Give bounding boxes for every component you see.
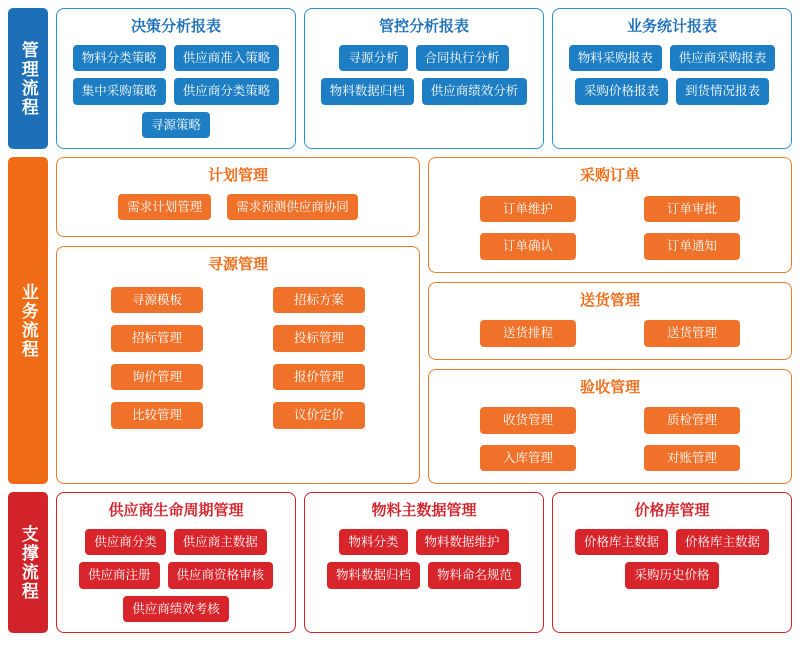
group-title-plan-management: 计划管理 [207, 167, 268, 184]
chip-item[interactable]: 入库管理 [480, 445, 576, 472]
chip-item[interactable]: 到货情况报表 [676, 78, 769, 105]
chip-item[interactable]: 供应商绩效分析 [422, 78, 528, 105]
chip-list-price-library [563, 529, 781, 589]
group-title-decision-analysis: 决策分析报表 [130, 18, 221, 35]
chip-item[interactable]: 供应商主数据 [174, 529, 267, 556]
group-wrap-price-library [552, 492, 792, 633]
group-material-master-data [304, 492, 544, 633]
chip-item[interactable]: 订单维护 [480, 196, 576, 223]
chip-list-supplier-lifecycle [67, 529, 285, 623]
chip-item[interactable]: 对账管理 [644, 445, 740, 472]
band-management [8, 8, 792, 149]
group-title-purchase-order: 采购订单 [579, 167, 640, 184]
chip-item[interactable]: 物料数据维护 [416, 529, 509, 556]
group-wrap-business-statistics [552, 8, 792, 149]
chip-item[interactable]: 招标方案 [273, 287, 365, 314]
group-title-price-library: 价格库管理 [634, 502, 710, 519]
chip-item[interactable]: 价格库主数据 [676, 529, 769, 556]
chip-item[interactable]: 供应商注册 [79, 562, 160, 589]
chip-item[interactable]: 送货管理 [644, 320, 740, 347]
business-left-column [56, 157, 420, 484]
band-label-support-text: 支撑流程 [18, 524, 38, 601]
group-title-supplier-lifecycle: 供应商生命周期管理 [108, 502, 244, 519]
chip-list-purchase-order [439, 194, 781, 262]
chip-item[interactable]: 寻源模板 [111, 287, 203, 314]
chip-item[interactable]: 物料数据归档 [327, 562, 420, 589]
chip-list-acceptance-management [439, 405, 781, 473]
chip-item[interactable]: 质检管理 [644, 407, 740, 434]
group-decision-analysis [56, 8, 296, 149]
group-title-material-master-data: 物料主数据管理 [371, 502, 477, 519]
chip-list-sourcing-management [67, 283, 409, 435]
band-label-management-text: 管理流程 [18, 40, 38, 117]
chip-item[interactable]: 物料分类 [339, 529, 407, 556]
chip-item[interactable]: 供应商资格审核 [168, 562, 274, 589]
band-label-business-text: 业务流程 [18, 282, 38, 359]
chip-item[interactable]: 询价管理 [111, 364, 203, 391]
group-acceptance-management [428, 369, 792, 485]
band-business [8, 157, 792, 484]
chip-item[interactable]: 议价定价 [273, 402, 365, 429]
chip-item[interactable]: 采购价格报表 [575, 78, 668, 105]
chip-item[interactable]: 价格库主数据 [575, 529, 668, 556]
chip-item[interactable]: 物料分类策略 [73, 45, 166, 72]
chip-item[interactable]: 物料数据归档 [321, 78, 414, 105]
chip-item[interactable]: 供应商分类 [85, 529, 166, 556]
chip-item[interactable]: 投标管理 [273, 325, 365, 352]
chip-item[interactable]: 招标管理 [111, 325, 203, 352]
chip-list-material-master-data [315, 529, 533, 589]
group-title-sourcing-management: 寻源管理 [207, 256, 268, 273]
chip-item[interactable]: 送货排程 [480, 320, 576, 347]
chip-list-plan-management [67, 194, 409, 221]
group-title-business-statistics: 业务统计报表 [626, 18, 717, 35]
group-delivery-management [428, 282, 792, 360]
band-support [8, 492, 792, 633]
band-body-business [56, 157, 792, 484]
band-label-management [8, 8, 48, 149]
chip-item[interactable]: 订单确认 [480, 233, 576, 260]
chip-list-delivery-management [439, 318, 781, 349]
band-label-support [8, 492, 48, 633]
chip-item[interactable]: 供应商绩效考核 [123, 596, 229, 623]
chip-list-business-statistics [563, 45, 781, 105]
chip-item[interactable]: 物料采购报表 [569, 45, 662, 72]
band-label-business [8, 157, 48, 484]
chip-item[interactable]: 需求计划管理 [118, 194, 211, 221]
band-body-support [56, 492, 792, 633]
group-wrap-material-master-data [304, 492, 544, 633]
group-wrap-decision-analysis [56, 8, 296, 149]
group-plan-management [56, 157, 420, 237]
group-wrap-supplier-lifecycle [56, 492, 296, 633]
band-body-management [56, 8, 792, 149]
chip-item[interactable]: 订单审批 [644, 196, 740, 223]
group-sourcing-management [56, 246, 420, 484]
business-right-column [428, 157, 792, 484]
chip-item[interactable]: 比较管理 [111, 402, 203, 429]
group-business-statistics [552, 8, 792, 149]
chip-item[interactable]: 需求预测供应商协同 [227, 194, 358, 221]
chip-item[interactable]: 物料命名规范 [428, 562, 521, 589]
chip-item[interactable]: 寻源分析 [339, 45, 407, 72]
chip-item[interactable]: 收货管理 [480, 407, 576, 434]
group-title-acceptance-management: 验收管理 [579, 378, 640, 396]
group-purchase-order [428, 157, 792, 273]
chip-list-control-analysis [315, 45, 533, 105]
chip-item[interactable]: 订单通知 [644, 233, 740, 260]
chip-item[interactable]: 寻源策略 [142, 112, 210, 139]
chip-item[interactable]: 报价管理 [273, 364, 365, 391]
chip-item[interactable]: 供应商采购报表 [670, 45, 776, 72]
chip-item[interactable]: 集中采购策略 [73, 78, 166, 105]
group-control-analysis [304, 8, 544, 149]
group-price-library [552, 492, 792, 633]
chip-list-decision-analysis [67, 45, 285, 139]
chip-item[interactable]: 合同执行分析 [416, 45, 509, 72]
group-title-control-analysis: 管控分析报表 [378, 18, 469, 35]
chip-item[interactable]: 供应商准入策略 [174, 45, 280, 72]
group-title-delivery-management: 送货管理 [579, 291, 640, 309]
chip-item[interactable]: 采购历史价格 [625, 562, 718, 589]
group-supplier-lifecycle [56, 492, 296, 633]
chip-item[interactable]: 供应商分类策略 [174, 78, 280, 105]
group-wrap-control-analysis [304, 8, 544, 149]
